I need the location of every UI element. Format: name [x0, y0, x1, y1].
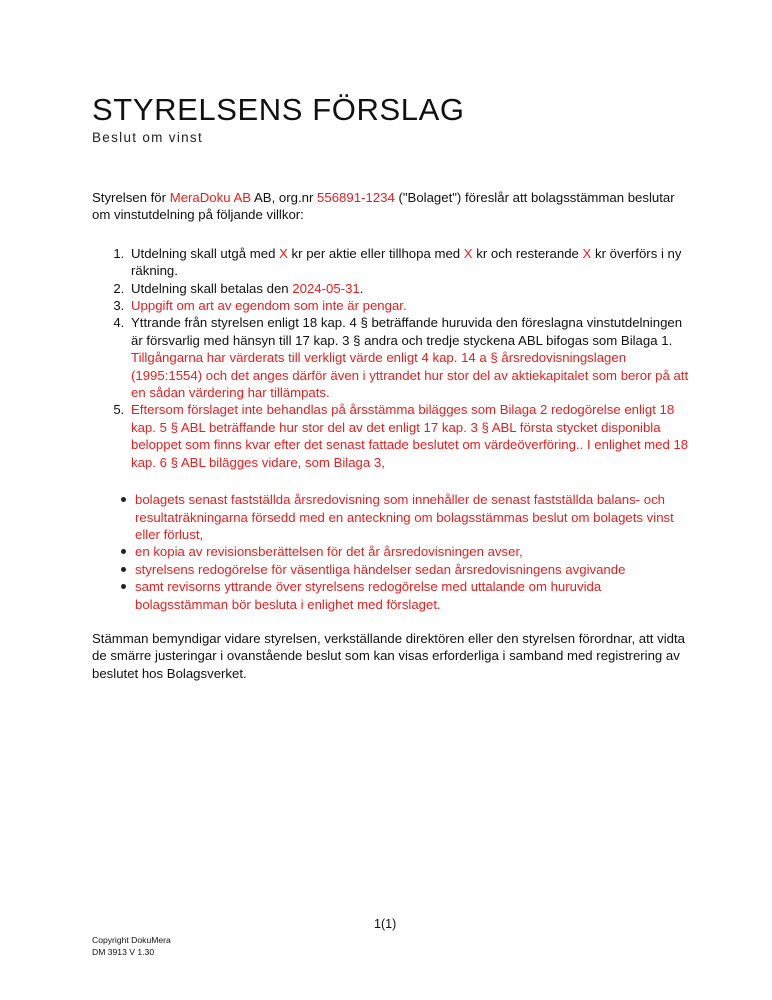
page-subtitle: Beslut om vinst	[92, 130, 204, 145]
document-body	[92, 189, 692, 682]
bullet-item: en kopia av revisionsberättelsen för det år årsredovisningen avser,	[135, 543, 692, 560]
closing-paragraph: Stämman bemyndigar vidare styrelsen, verkställande direktören eller den styrelsen förordnar, att vidta de smärre justeringar i ovanstående beslut som kan visas erforderliga i samband med registrering av beslutet hos Bolagsverket.	[92, 630, 685, 681]
total-amount-field: X	[463, 245, 473, 261]
list-item: 1. Utdelning skall utgå med X kr per aktie eller tillhopa med X kr och resterande X kr överförs i ny räkning.	[128, 245, 692, 280]
appendix-note: Eftersom förslaget inte behandlas på årsstämma bilägges som Bilaga 2 redogörelse enligt 18 kap. 5 § ABL beträffande hur stor del av det enligt 17 kap. 3 § ABL första stycket disponibla beloppet som finns kvar efter det senast fattade beslutet om värdeöverföring.. I enlighet med 18 kap. 6 § ABL bilägges vidare, som Bilaga 3,	[131, 402, 689, 470]
valuation-note: Tillgångarna har värderats till verkligt värde enligt 4 kap. 14 a § årsredovisningslagen (1995:1554) och det anges därför även i yttrandet hur stor del av aktiekapitalet som beror på att en sådan värdering har tillämpats.	[131, 350, 689, 401]
property-type-field: Uppgift om art av egendom som inte är pengar.	[131, 298, 407, 314]
bullet-item: samt revisorns yttrande över styrelsens redogörelse med uttalande om huruvida bolagsstämman bör besluta i enlighet med förslaget.	[135, 578, 692, 613]
intro-text-1: Styrelsen för	[92, 190, 170, 205]
amount-per-share-field: X	[279, 245, 288, 261]
appendix-bullet-list	[92, 491, 692, 613]
list-item: 2. Utdelning skall betalas den 2024-05-31.	[128, 280, 692, 297]
page-number: 1(1)	[374, 917, 397, 931]
list-item: 4. Yttrande från styrelsen enligt 18 kap. 4 § beträffande huruvida den föreslagna vinstutdelningen är försvarlig med hänsyn till 17 kap. 3 § andra och tredje styckena ABL bifogas som Bilaga 1. Tillgångarna har värderats till verkligt värde enligt 4 kap. 14 a § årsredovisningslagen (1995:1554) och det anges därför även i yttrandet hur stor del av aktiekapitalet som beror på att en sådan värdering har tillämpats.	[128, 314, 692, 401]
intro-paragraph	[92, 189, 692, 224]
bullet-item: styrelsens redogörelse för väsentliga händelser sedan årsredovisningens avgivande	[135, 561, 692, 578]
intro-text-2: AB, org.nr	[251, 190, 318, 205]
page-title: STYRELSENS FÖRSLAG	[92, 92, 465, 127]
footer	[92, 934, 171, 958]
org-number-field: 556891-1234	[317, 190, 395, 205]
remaining-amount-field: X	[582, 245, 592, 261]
intro-text-3: ("Bolaget") föreslår att bolagsstämman beslutar om vinstutdelning på följande villkor:	[92, 190, 675, 223]
company-name-field: MeraDoku AB	[169, 190, 252, 205]
list-item	[128, 297, 692, 314]
version-text: DM 3913 V 1.30	[92, 947, 155, 957]
copyright-text: Copyright DokuMera	[92, 935, 171, 945]
list-item	[128, 401, 692, 471]
bullet-item: bolagets senast fastställda årsredovisning som innehåller de senast fastställda balans- och resultaträkningarna försedd med en anteckning om bolagsstämmas beslut om bolagets vinst eller förlust,	[135, 491, 692, 543]
conditions-list	[92, 245, 692, 471]
payment-date-field: 2024-05-31	[292, 280, 360, 296]
